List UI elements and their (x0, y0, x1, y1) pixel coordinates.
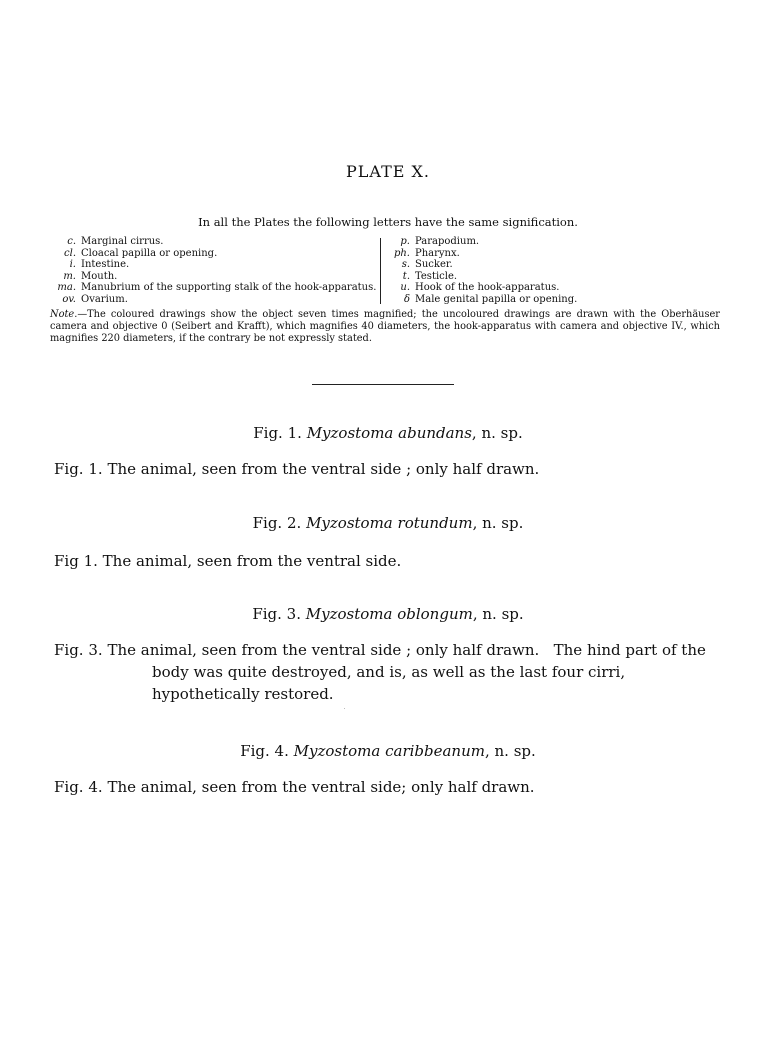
magnification-note (50, 309, 720, 345)
section-divider (312, 384, 454, 385)
legend-text: Marginal cirrus. (81, 236, 164, 247)
figure-number: Fig. 1. (253, 424, 302, 442)
description-text: The animal, seen from the ventral side. (102, 552, 402, 570)
legend-text: Pharynx. (415, 247, 460, 259)
legend-text: Testicle. (415, 270, 458, 282)
legend-left-column (52, 236, 382, 305)
legend-entry (386, 248, 686, 260)
legend-entry (52, 282, 382, 294)
figure-label: Fig. 1. (54, 460, 103, 478)
legend-text: Cloacal papilla or opening. (81, 247, 218, 259)
note-text: —The coloured drawings show the object seven times magnified; the uncoloured drawings are drawn with the Oberhäuser camera and objective 0 (Seibert and Krafft), which magnifies 40 diameters, the hook-apparatus with camera and objective IV., which magnifies 220 diameters, if the contrary be not expressly stated. (50, 309, 720, 344)
figure-label: Fig. 3. (54, 641, 103, 659)
legend-text: Sucker. (415, 259, 453, 270)
legend-entry (52, 271, 382, 283)
species-suffix: , n. sp. (471, 424, 523, 442)
legend-abbr: cl. (64, 247, 76, 259)
species-name: Myzostoma abundans (306, 424, 472, 442)
legend-text: Male genital papilla or opening. (415, 293, 578, 305)
legend-entry (52, 248, 382, 260)
legend-intro: In all the Plates the following letters have the same signification. (198, 215, 578, 229)
legend-abbr: p. (400, 236, 410, 247)
legend-abbr: t. (402, 270, 410, 282)
legend-entry (52, 294, 382, 306)
legend-abbr: ph. (393, 247, 410, 259)
description-text: The animal, seen from the ventral side; only half drawn. (107, 778, 535, 796)
note-label: Note. (50, 309, 78, 320)
legend-abbr: δ (403, 293, 410, 305)
description-text: The animal, seen from the ventral side ; only half drawn. The hind part of the (107, 641, 706, 659)
plate-title: PLATE X. (346, 162, 430, 181)
legend-divider (380, 238, 381, 304)
legend-text: Ovarium. (81, 293, 128, 305)
legend-abbr: ov. (62, 293, 76, 305)
figure-heading (0, 742, 776, 760)
species-suffix: , n. sp. (472, 605, 524, 623)
figure-number: Fig. 3. (252, 605, 301, 623)
legend-abbr: s. (401, 259, 410, 270)
figure-description (54, 639, 734, 705)
species-name: Myzostoma caribbeanum (293, 742, 485, 760)
legend-abbr: c. (67, 236, 76, 247)
legend-entry (386, 236, 686, 248)
description-continuation: body was quite destroyed, and is, as well as the last four cirri, hypothetically restored. (152, 663, 626, 703)
description-text: The animal, seen from the ventral side ; only half drawn. (107, 460, 540, 478)
legend-abbr: m. (63, 270, 76, 282)
legend-abbr: u. (400, 282, 410, 293)
figure-heading (0, 514, 776, 532)
legend-entry (386, 294, 686, 306)
species-suffix: , n. sp. (472, 514, 524, 532)
legend-right-column (386, 236, 686, 305)
legend-entry (52, 236, 382, 248)
legend-text: Hook of the hook-apparatus. (415, 282, 560, 293)
figure-heading (0, 605, 776, 623)
speck (344, 708, 345, 709)
legend-abbr: ma. (57, 282, 76, 293)
legend (52, 236, 732, 308)
legend-entry (386, 282, 686, 294)
species-name: Myzostoma rotundum (306, 514, 473, 532)
legend-text: Intestine. (81, 259, 130, 270)
species-name: Myzostoma oblongum (305, 605, 473, 623)
legend-entry (52, 259, 382, 271)
legend-entry (386, 271, 686, 283)
figure-label: Fig 1. (54, 552, 98, 570)
figure-description (54, 458, 734, 480)
legend-abbr: i. (69, 259, 76, 270)
figure-number: Fig. 4. (240, 742, 289, 760)
figure-number: Fig. 2. (252, 514, 302, 532)
species-suffix: , n. sp. (484, 742, 536, 760)
figure-description (54, 776, 734, 798)
figure-description (54, 550, 734, 572)
legend-entry (386, 259, 686, 271)
legend-text: Mouth. (81, 270, 118, 282)
figure-heading (0, 424, 776, 442)
legend-text: Manubrium of the supporting stalk of the hook-apparatus. (81, 282, 377, 293)
legend-text: Parapodium. (415, 236, 480, 247)
figure-label: Fig. 4. (54, 778, 103, 796)
